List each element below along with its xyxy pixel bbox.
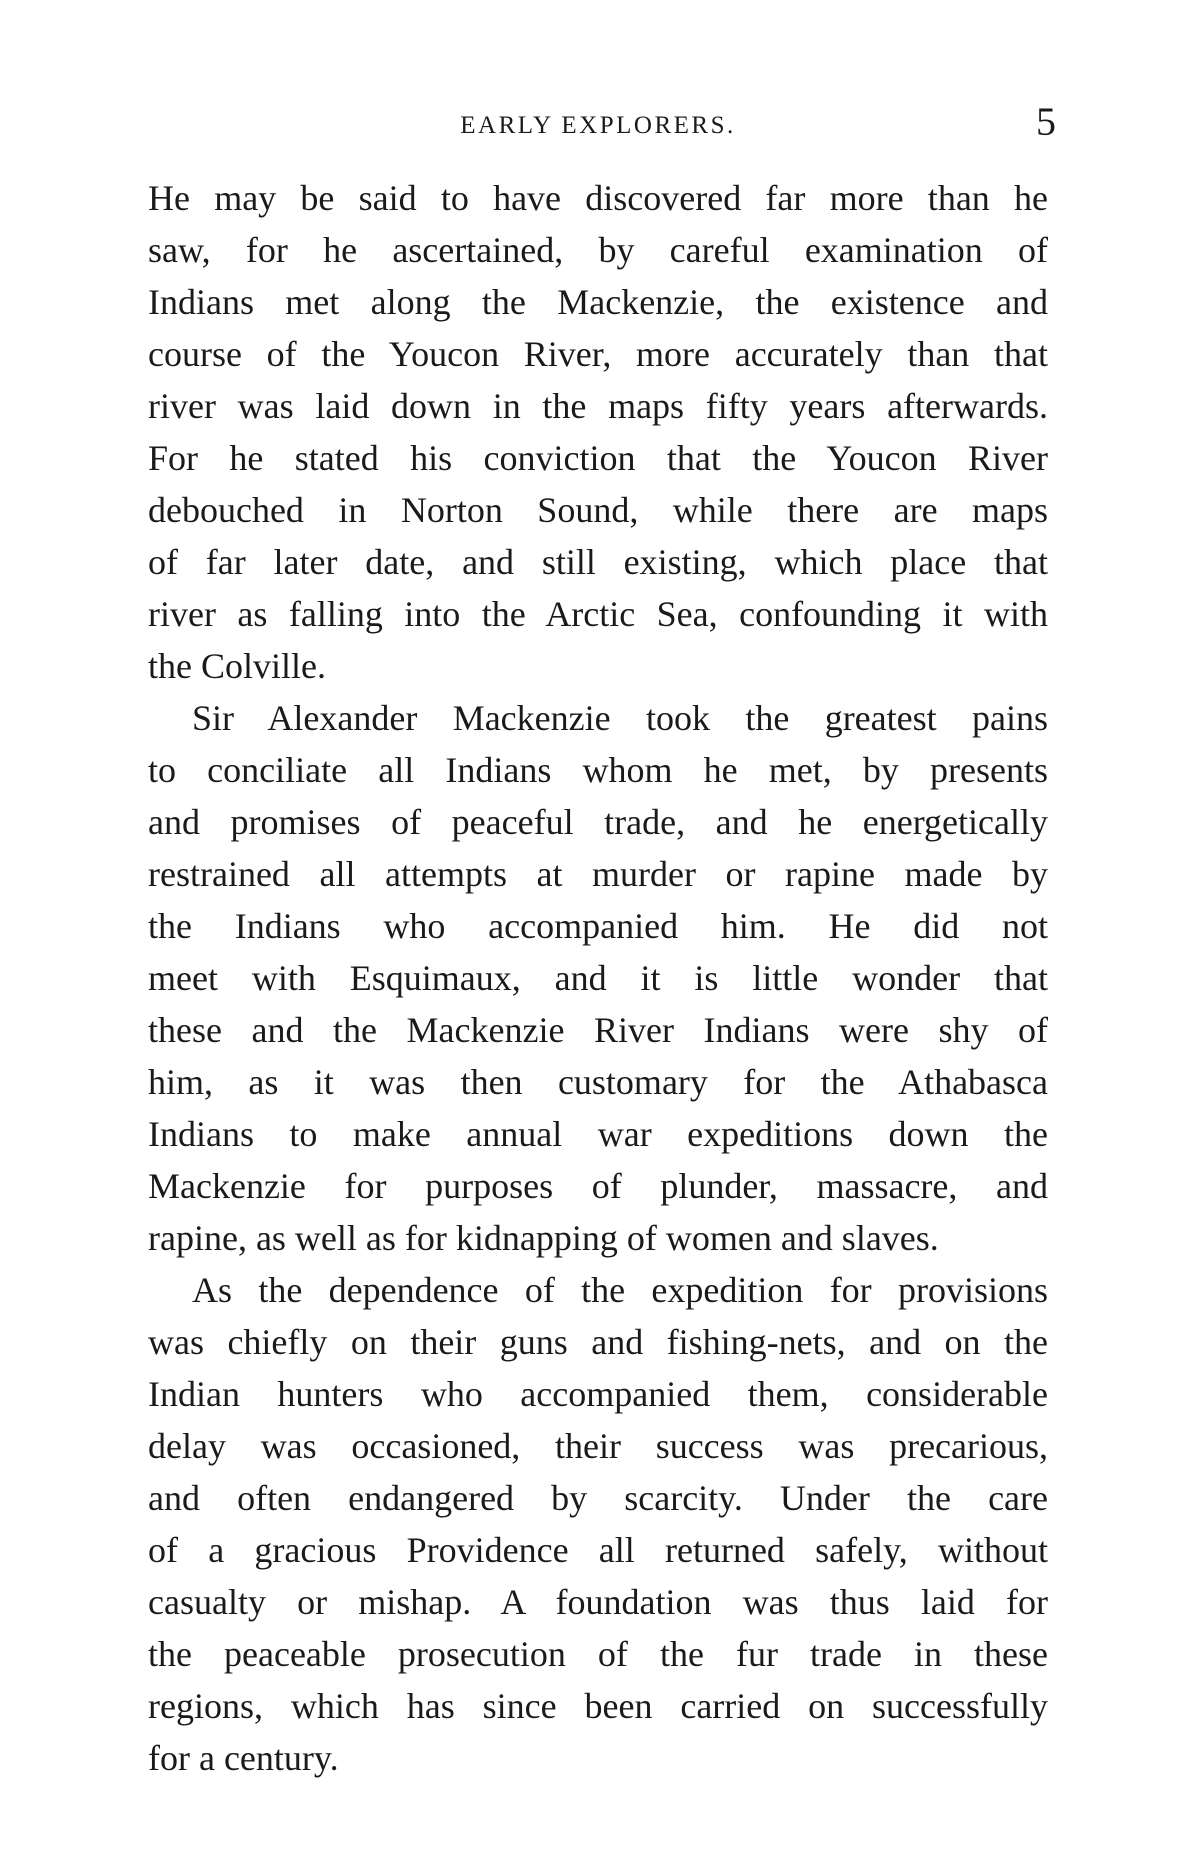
text-line: was chiefly on their guns and fishing-nets, and on the: [148, 1322, 1048, 1362]
text-line: Indian hunters who accompanied them, considerable: [148, 1374, 1048, 1414]
body-text: [148, 172, 1048, 1784]
text-line: saw, for he ascertained, by careful examination of: [148, 230, 1048, 270]
text-line: of far later date, and still existing, which place that: [148, 542, 1048, 582]
text-line: him, as it was then customary for the Athabasca: [148, 1062, 1048, 1102]
text-line: the Indians who accompanied him. He did not: [148, 906, 1048, 946]
text-line: rapine, as well as for kidnapping of women and slaves.: [148, 1218, 939, 1258]
text-line: delay was occasioned, their success was precarious,: [148, 1426, 1048, 1466]
text-line: to conciliate all Indians whom he met, by presents: [148, 750, 1048, 790]
text-line: Sir Alexander Mackenzie took the greatest pains: [192, 698, 1048, 738]
text-line: river as falling into the Arctic Sea, confounding it with: [148, 594, 1048, 634]
text-line: For he stated his conviction that the Youcon River: [148, 438, 1048, 478]
text-line: the peaceable prosecution of the fur trade in these: [148, 1634, 1048, 1674]
text-line: and often endangered by scarcity. Under the care: [148, 1478, 1048, 1518]
text-line: He may be said to have discovered far more than he: [148, 178, 1048, 218]
text-line: As the dependence of the expedition for provisions: [192, 1270, 1048, 1310]
text-line: for a century.: [148, 1738, 339, 1778]
text-line: debouched in Norton Sound, while there are maps: [148, 490, 1048, 530]
text-line: Mackenzie for purposes of plunder, massacre, and: [148, 1166, 1048, 1206]
text-line: and promises of peaceful trade, and he energetically: [148, 802, 1048, 842]
text-line: casualty or mishap. A foundation was thus laid for: [148, 1582, 1048, 1622]
page-number: 5: [1036, 99, 1056, 144]
running-head: [148, 98, 1056, 158]
text-line: course of the Youcon River, more accurately than that: [148, 334, 1048, 374]
running-title: EARLY EXPLORERS.: [460, 112, 736, 139]
text-line: the Colville.: [148, 646, 326, 686]
text-line: restrained all attempts at murder or rapine made by: [148, 854, 1048, 894]
text-line: meet with Esquimaux, and it is little wonder that: [148, 958, 1048, 998]
text-line: Indians to make annual war expeditions down the: [148, 1114, 1048, 1154]
text-line: river was laid down in the maps fifty years afterwards.: [148, 386, 1048, 426]
text-line: Indians met along the Mackenzie, the existence and: [148, 282, 1048, 322]
text-line: of a gracious Providence all returned safely, without: [148, 1530, 1048, 1570]
text-line: regions, which has since been carried on successfully: [148, 1686, 1048, 1726]
text-line: these and the Mackenzie River Indians were shy of: [148, 1010, 1048, 1050]
